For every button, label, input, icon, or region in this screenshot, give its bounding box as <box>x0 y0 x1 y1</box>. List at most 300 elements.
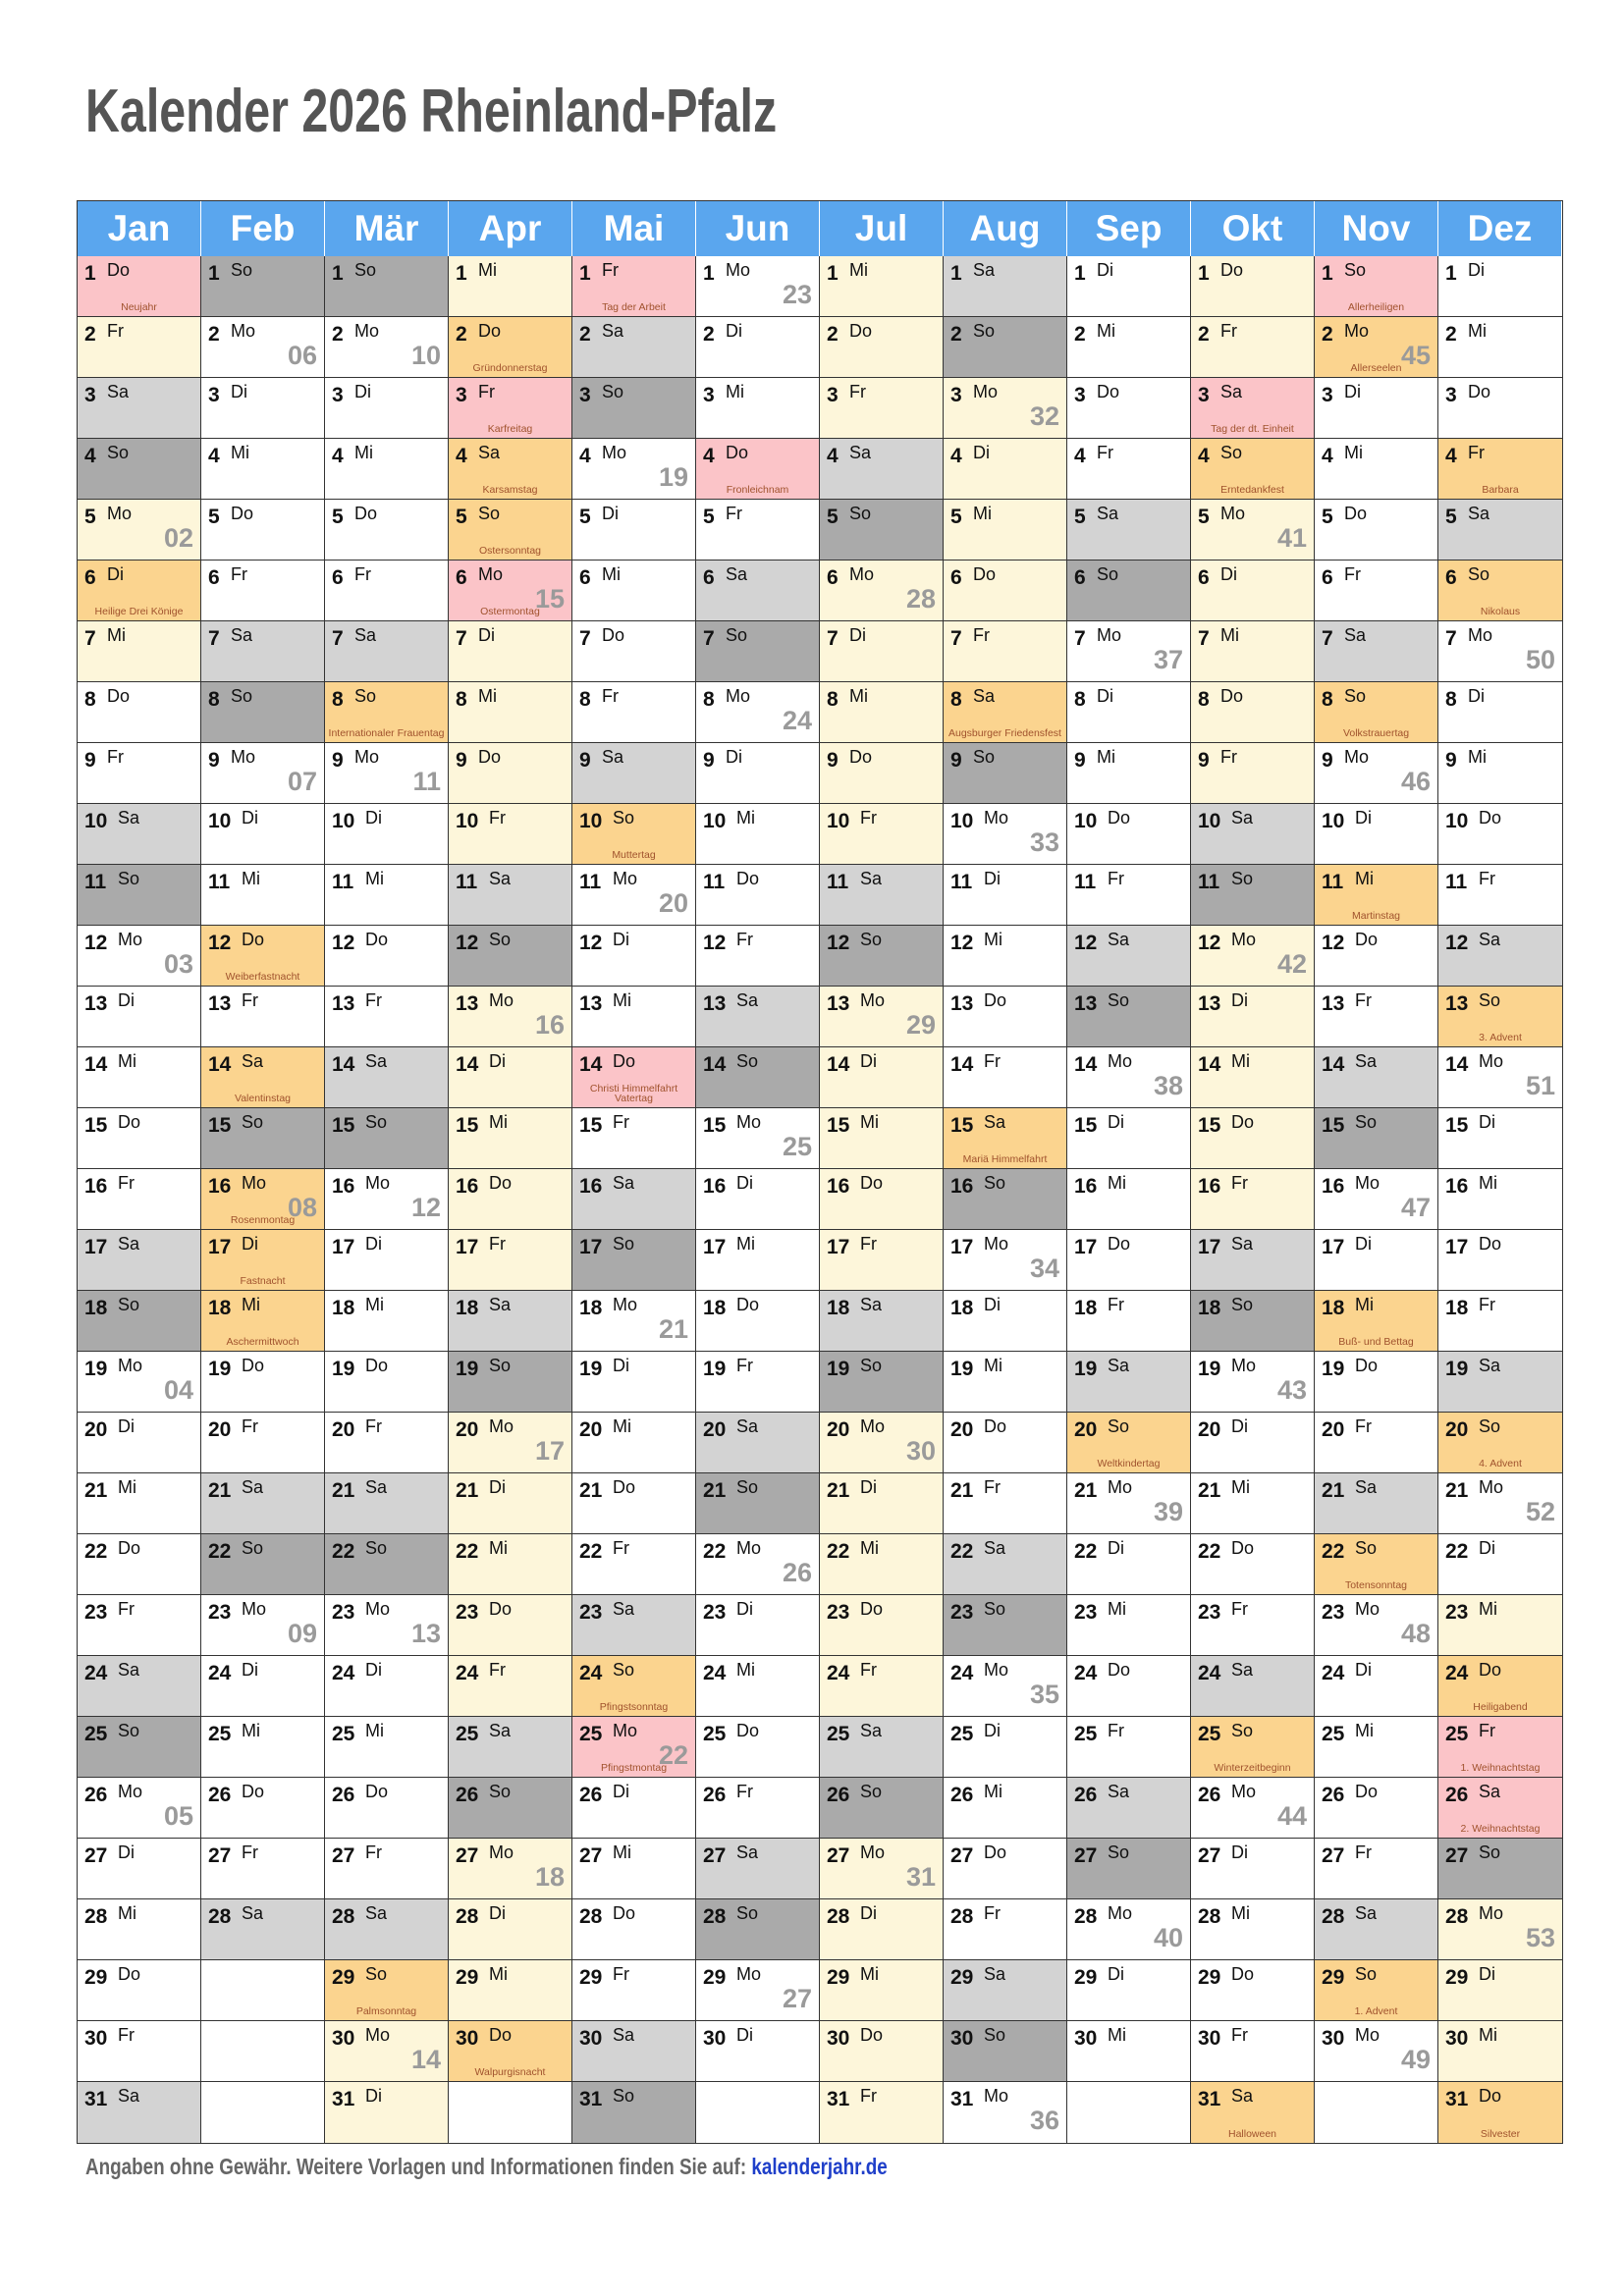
day-number: 11 <box>1198 871 1220 893</box>
day-number: 21 <box>456 1479 479 1502</box>
weekday-label: So <box>849 504 872 523</box>
weekday-label: Fr <box>242 1416 258 1436</box>
day-cell <box>449 1108 572 1169</box>
day-number: 16 <box>456 1175 479 1198</box>
weekday-label: Di <box>365 2086 382 2106</box>
weekday-label: Sa <box>489 1721 512 1740</box>
weekday-label: Di <box>736 1173 753 1193</box>
weekday-label: Do <box>1479 1660 1502 1680</box>
day-cell <box>820 1899 944 1960</box>
weekday-label: Do <box>1108 1234 1131 1254</box>
day-number: 5 <box>1445 506 1457 528</box>
day-number: 8 <box>1074 688 1086 711</box>
day-cell <box>1067 621 1191 682</box>
day-cell <box>449 561 572 621</box>
weekday-label: Sa <box>231 625 253 645</box>
footer-link[interactable]: kalenderjahr.de <box>751 2154 888 2179</box>
day-cell <box>325 439 449 500</box>
day-cell <box>944 378 1067 439</box>
day-number: 26 <box>827 1784 850 1806</box>
weekday-label: Mo <box>973 382 999 401</box>
day-cell <box>820 500 944 561</box>
weekday-label: Mo <box>1220 504 1246 523</box>
day-cell <box>1067 1595 1191 1656</box>
day-number: 22 <box>208 1540 232 1563</box>
day-cell <box>325 804 449 865</box>
day-number: 5 <box>579 506 591 528</box>
weekday-label: Do <box>1355 930 1379 949</box>
day-number: 22 <box>332 1540 355 1563</box>
week-number: 33 <box>1029 828 1059 857</box>
weekday-label: Do <box>1220 686 1244 706</box>
day-number: 12 <box>1322 932 1345 954</box>
day-cell <box>78 317 201 378</box>
weekday-label: Mo <box>1344 747 1370 767</box>
day-number: 10 <box>1074 810 1098 832</box>
holiday-label: Valentinstag <box>234 1093 291 1104</box>
weekday-label: So <box>1479 990 1501 1010</box>
week-number: 20 <box>658 888 688 918</box>
day-number: 21 <box>1198 1479 1221 1502</box>
day-cell <box>572 865 696 926</box>
day-number: 29 <box>703 1966 727 1989</box>
day-cell <box>325 1656 449 1717</box>
day-cell <box>1315 1778 1438 1839</box>
weekday-label: Sa <box>726 564 748 584</box>
day-number: 16 <box>208 1175 232 1198</box>
day-number: 10 <box>208 810 232 832</box>
weekday-label: Di <box>242 1660 258 1680</box>
weekday-label: Fr <box>613 1964 629 1984</box>
weekday-label: So <box>1468 564 1490 584</box>
day-number: 3 <box>703 384 715 406</box>
month-header: Jun <box>696 201 820 256</box>
day-number: 4 <box>1322 445 1333 467</box>
day-number: 24 <box>1198 1662 1221 1684</box>
day-number: 20 <box>1198 1418 1221 1441</box>
day-number: 30 <box>84 2027 108 2050</box>
day-number: 22 <box>579 1540 603 1563</box>
weekday-label: Mo <box>1355 2025 1380 2045</box>
weekday-label: Sa <box>984 1964 1006 1984</box>
day-number: 18 <box>456 1297 479 1319</box>
day-number: 17 <box>827 1236 850 1258</box>
holiday-label: Tag der dt. Einheit <box>1211 423 1294 435</box>
day-number: 16 <box>579 1175 603 1198</box>
week-number: 26 <box>782 1558 812 1587</box>
day-number: 10 <box>332 810 355 832</box>
day-cell <box>1191 317 1315 378</box>
day-cell <box>449 987 572 1047</box>
day-cell <box>572 1413 696 1473</box>
day-cell <box>572 1595 696 1656</box>
empty-cell <box>201 2082 325 2143</box>
day-number: 4 <box>703 445 715 467</box>
weekday-label: Mo <box>1231 1782 1257 1801</box>
weekday-label: Fr <box>736 1356 753 1375</box>
weekday-label: Mi <box>118 1477 136 1497</box>
day-number: 8 <box>1445 688 1457 711</box>
day-cell <box>78 926 201 987</box>
weekday-label: Fr <box>107 321 124 341</box>
weekday-label: Fr <box>1355 1842 1372 1862</box>
day-cell <box>696 317 820 378</box>
day-cell <box>944 1656 1067 1717</box>
empty-cell <box>449 2082 572 2143</box>
day-cell <box>1067 865 1191 926</box>
weekday-label: Do <box>613 1477 636 1497</box>
weekday-label: Di <box>860 1051 877 1071</box>
weekday-label: Mo <box>613 869 638 888</box>
day-cell <box>201 1534 325 1595</box>
weekday-label: So <box>365 1964 388 1984</box>
week-number: 27 <box>782 1984 812 2013</box>
day-cell <box>1067 2021 1191 2082</box>
day-cell <box>572 1169 696 1230</box>
day-cell <box>201 1108 325 1169</box>
day-cell <box>944 1960 1067 2021</box>
day-cell <box>78 1352 201 1413</box>
day-number: 5 <box>1322 506 1333 528</box>
day-number: 7 <box>1198 627 1210 650</box>
day-cell <box>572 561 696 621</box>
day-number: 8 <box>950 688 962 711</box>
weekday-label: Do <box>118 1964 141 1984</box>
day-cell <box>1191 1656 1315 1717</box>
weekday-label: So <box>860 930 883 949</box>
day-number: 10 <box>1322 810 1345 832</box>
weekday-label: So <box>489 1356 512 1375</box>
weekday-label: Fr <box>107 747 124 767</box>
weekday-label: So <box>860 1782 883 1801</box>
week-number: 40 <box>1153 1923 1183 1952</box>
day-number: 1 <box>456 262 467 285</box>
day-number: 5 <box>1074 506 1086 528</box>
day-cell <box>572 1291 696 1352</box>
day-cell <box>944 1534 1067 1595</box>
day-number: 19 <box>1445 1358 1469 1380</box>
weekday-label: Sa <box>118 808 140 828</box>
day-number: 28 <box>332 1905 355 1928</box>
day-number: 9 <box>827 749 839 772</box>
weekday-label: Di <box>365 808 382 828</box>
holiday-label: Heilige Drei Könige <box>94 606 184 617</box>
day-cell <box>201 1047 325 1108</box>
weekday-label: Mi <box>1097 747 1115 767</box>
day-number: 24 <box>84 1662 108 1684</box>
day-cell <box>78 1778 201 1839</box>
day-cell <box>1191 865 1315 926</box>
month-header: Feb <box>201 201 325 256</box>
day-number: 5 <box>1198 506 1210 528</box>
weekday-label: Do <box>1108 808 1131 828</box>
day-number: 30 <box>579 2027 603 2050</box>
day-number: 26 <box>208 1784 232 1806</box>
weekday-label: Do <box>489 1173 513 1193</box>
day-number: 3 <box>332 384 344 406</box>
day-number: 14 <box>827 1053 850 1076</box>
holiday-label: Walpurgisnacht <box>474 2066 546 2078</box>
holiday-label: 3. Advent <box>1479 1032 1522 1043</box>
day-number: 29 <box>1445 1966 1469 1989</box>
weekday-label: Mi <box>118 1051 136 1071</box>
weekday-label: Mi <box>613 1416 631 1436</box>
day-cell <box>572 621 696 682</box>
day-number: 9 <box>84 749 96 772</box>
day-cell <box>944 682 1067 743</box>
day-number: 5 <box>703 506 715 528</box>
day-cell <box>449 1473 572 1534</box>
day-number: 6 <box>579 566 591 589</box>
day-number: 29 <box>456 1966 479 1989</box>
weekday-label: Do <box>984 1416 1007 1436</box>
day-number: 28 <box>456 1905 479 1928</box>
weekday-label: Sa <box>860 869 883 888</box>
week-number: 03 <box>163 949 193 979</box>
weekday-label: Do <box>354 504 378 523</box>
day-cell <box>1191 2021 1315 2082</box>
day-number: 9 <box>950 749 962 772</box>
weekday-label: So <box>231 686 253 706</box>
day-number: 10 <box>579 810 603 832</box>
weekday-label: Sa <box>1479 930 1501 949</box>
day-cell <box>78 1595 201 1656</box>
weekday-label: Mi <box>489 1964 508 1984</box>
holiday-label: Erntedankfest <box>1220 484 1284 496</box>
weekday-label: Fr <box>1097 443 1113 462</box>
day-cell <box>572 1230 696 1291</box>
day-number: 21 <box>1445 1479 1469 1502</box>
weekday-label: Fr <box>1479 1295 1495 1314</box>
holiday-label: Aschermittwoch <box>226 1336 299 1348</box>
day-number: 5 <box>84 506 96 528</box>
day-number: 24 <box>1074 1662 1098 1684</box>
day-cell <box>201 1230 325 1291</box>
day-cell <box>449 1169 572 1230</box>
weekday-label: Sa <box>1231 1660 1254 1680</box>
weekday-label: Di <box>354 382 371 401</box>
holiday-label: Christi Himmelfahrt <box>589 1083 678 1095</box>
day-number: 25 <box>1074 1723 1098 1745</box>
week-number: 05 <box>163 1801 193 1831</box>
weekday-label: Mo <box>726 686 751 706</box>
day-cell <box>1315 1656 1438 1717</box>
day-cell <box>325 621 449 682</box>
day-number: 2 <box>456 323 467 346</box>
weekday-label: Mo <box>1108 1051 1133 1071</box>
day-cell <box>78 500 201 561</box>
weekday-label: Do <box>849 747 873 767</box>
day-number: 17 <box>456 1236 479 1258</box>
day-cell <box>325 865 449 926</box>
day-number: 18 <box>84 1297 108 1319</box>
day-cell <box>820 1595 944 1656</box>
day-cell <box>78 1656 201 1717</box>
day-cell <box>1191 1595 1315 1656</box>
day-number: 11 <box>827 871 849 893</box>
day-cell <box>78 378 201 439</box>
weekday-label: Di <box>613 930 629 949</box>
day-number: 4 <box>332 445 344 467</box>
week-number: 22 <box>658 1740 688 1770</box>
day-number: 22 <box>84 1540 108 1563</box>
day-cell <box>696 682 820 743</box>
day-cell <box>1438 1899 1562 1960</box>
day-number: 28 <box>827 1905 850 1928</box>
weekday-label: Mo <box>1468 625 1493 645</box>
weekday-label: Sa <box>1108 1356 1130 1375</box>
weekday-label: Sa <box>1108 930 1130 949</box>
holiday-label: Buß- und Bettag <box>1338 1336 1414 1348</box>
day-number: 1 <box>1322 262 1333 285</box>
weekday-label: Mo <box>726 260 751 280</box>
day-number: 30 <box>703 2027 727 2050</box>
month-header: Apr <box>449 201 572 256</box>
day-cell <box>696 1047 820 1108</box>
day-cell <box>572 2082 696 2143</box>
weekday-label: Di <box>1479 1538 1495 1558</box>
holiday-label: Internationaler Frauentag <box>328 727 445 739</box>
day-number: 25 <box>1198 1723 1221 1745</box>
weekday-label: So <box>726 625 748 645</box>
weekday-label: Do <box>1231 1964 1255 1984</box>
weekday-label: Sa <box>118 1234 140 1254</box>
weekday-label: Fr <box>973 625 990 645</box>
day-number: 13 <box>84 992 108 1015</box>
week-number: 09 <box>287 1619 317 1648</box>
day-cell <box>1438 1291 1562 1352</box>
weekday-label: Do <box>478 321 502 341</box>
day-number: 11 <box>950 871 973 893</box>
day-number: 27 <box>456 1844 479 1867</box>
day-cell <box>820 682 944 743</box>
day-cell <box>944 317 1067 378</box>
day-number: 8 <box>456 688 467 711</box>
day-cell <box>1191 743 1315 804</box>
day-number: 21 <box>1074 1479 1098 1502</box>
day-number: 14 <box>1445 1053 1469 1076</box>
day-cell <box>1438 439 1562 500</box>
day-cell <box>820 1656 944 1717</box>
day-number: 24 <box>703 1662 727 1684</box>
weekday-label: So <box>1355 1964 1378 1984</box>
weekday-label: Sa <box>354 625 377 645</box>
weekday-label: Fr <box>602 686 619 706</box>
day-cell <box>201 621 325 682</box>
week-number: 34 <box>1029 1254 1059 1283</box>
weekday-label: Mo <box>613 1295 638 1314</box>
day-number: 30 <box>332 2027 355 2050</box>
day-cell <box>1067 1169 1191 1230</box>
day-number: 11 <box>1074 871 1097 893</box>
holiday-label: Winterzeitbeginn <box>1214 1762 1291 1774</box>
week-number: 18 <box>534 1862 565 1892</box>
day-cell <box>820 1230 944 1291</box>
day-cell <box>1191 256 1315 317</box>
day-number: 22 <box>456 1540 479 1563</box>
day-number: 20 <box>950 1418 974 1441</box>
day-number: 15 <box>1445 1114 1469 1137</box>
weekday-label: Mo <box>1479 1903 1504 1923</box>
weekday-label: Fr <box>613 1112 629 1132</box>
day-number: 12 <box>827 932 850 954</box>
weekday-label: Sa <box>973 260 996 280</box>
day-cell <box>944 1413 1067 1473</box>
day-number: 12 <box>950 932 974 954</box>
weekday-label: So <box>1231 1295 1254 1314</box>
weekday-label: Fr <box>1108 1721 1124 1740</box>
weekday-label: Di <box>1231 1416 1248 1436</box>
weekday-label: Mi <box>1344 443 1363 462</box>
weekday-label: Mo <box>489 1416 514 1436</box>
weekday-label: So <box>365 1112 388 1132</box>
day-number: 16 <box>1198 1175 1221 1198</box>
day-cell <box>78 1899 201 1960</box>
week-number: 06 <box>287 341 317 370</box>
day-number: 10 <box>456 810 479 832</box>
weekday-label: So <box>984 1173 1006 1193</box>
weekday-label: Di <box>365 1234 382 1254</box>
weekday-label: Mi <box>365 1721 384 1740</box>
day-number: 7 <box>703 627 715 650</box>
holiday-label: Allerheiligen <box>1347 301 1405 313</box>
day-number: 23 <box>950 1601 974 1624</box>
day-number: 7 <box>950 627 962 650</box>
weekday-label: Do <box>118 1112 141 1132</box>
weekday-label: Mi <box>726 382 744 401</box>
day-cell <box>1067 743 1191 804</box>
week-number: 53 <box>1525 1923 1555 1952</box>
day-number: 26 <box>332 1784 355 1806</box>
day-cell <box>1067 1291 1191 1352</box>
weekday-label: Mo <box>1108 1903 1133 1923</box>
day-number: 24 <box>208 1662 232 1684</box>
weekday-label: Do <box>365 1782 389 1801</box>
day-cell <box>449 621 572 682</box>
weekday-label: Mo <box>107 504 133 523</box>
weekday-label: Mi <box>849 686 868 706</box>
weekday-label: So <box>973 747 996 767</box>
day-number: 31 <box>84 2088 108 2110</box>
day-cell <box>1315 987 1438 1047</box>
weekday-label: Sa <box>1468 504 1490 523</box>
day-number: 30 <box>456 2027 479 2050</box>
weekday-label: Di <box>984 869 1001 888</box>
day-cell <box>1191 1778 1315 1839</box>
weekday-label: Do <box>242 1356 265 1375</box>
day-number: 24 <box>456 1662 479 1684</box>
day-cell <box>1315 926 1438 987</box>
holiday-label: Vatertag <box>615 1093 653 1104</box>
day-number: 2 <box>579 323 591 346</box>
holiday-label: Weiberfastnacht <box>225 971 300 983</box>
empty-cell <box>201 1960 325 2021</box>
weekday-label: Fr <box>1231 2025 1248 2045</box>
day-cell <box>325 1047 449 1108</box>
day-cell <box>1438 1352 1562 1413</box>
weekday-label: Mi <box>736 808 755 828</box>
weekday-label: Mi <box>849 260 868 280</box>
day-number: 3 <box>1074 384 1086 406</box>
day-number: 21 <box>332 1479 355 1502</box>
day-cell <box>1315 1291 1438 1352</box>
day-cell <box>1191 804 1315 865</box>
day-cell <box>78 256 201 317</box>
day-cell <box>1438 1108 1562 1169</box>
day-number: 9 <box>208 749 220 772</box>
day-number: 3 <box>208 384 220 406</box>
weekday-label: Sa <box>736 990 759 1010</box>
